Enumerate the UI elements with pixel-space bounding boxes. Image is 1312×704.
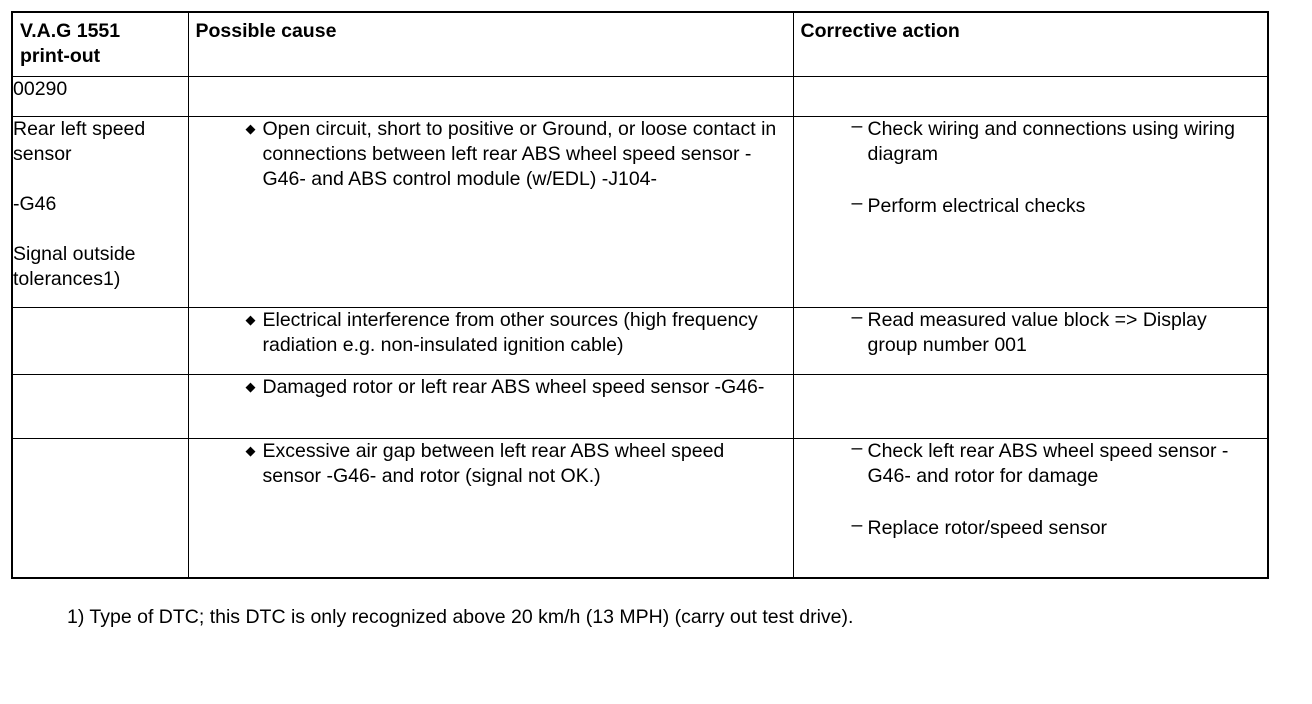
fault-line: sensor bbox=[13, 142, 72, 165]
cause-item bbox=[189, 117, 793, 192]
dash-bullet-icon: – bbox=[851, 513, 863, 536]
cause-cell bbox=[188, 374, 793, 438]
diamond-bullet-icon: ◆ bbox=[245, 120, 256, 136]
action-text: Check wiring and connections using wiring diagram bbox=[867, 117, 1235, 165]
table-row bbox=[12, 374, 1268, 438]
cause-text: Electrical interference from other sources (high frequency radiation e.g. non-insulated ignition cable) bbox=[262, 308, 758, 356]
header-row bbox=[12, 12, 1268, 76]
header-corrective-action: Corrective action bbox=[793, 12, 1268, 76]
diamond-bullet-icon: ◆ bbox=[245, 311, 256, 327]
action-text: Check left rear ABS wheel speed sensor -G46- and rotor for damage bbox=[867, 439, 1229, 487]
diamond-bullet-icon: ◆ bbox=[245, 442, 256, 458]
action-item bbox=[794, 513, 1268, 541]
action-cell bbox=[793, 438, 1268, 578]
action-cell bbox=[793, 307, 1268, 374]
cause-text: Excessive air gap between left rear ABS wheel speed sensor -G46- and rotor (signal not OK.) bbox=[262, 439, 725, 487]
table-row bbox=[12, 307, 1268, 374]
header-printout-line2: print-out bbox=[20, 45, 101, 67]
dash-bullet-icon: – bbox=[851, 191, 863, 214]
action-cell bbox=[793, 116, 1268, 307]
fault-code: 00290 bbox=[12, 76, 188, 116]
code-row bbox=[12, 76, 1268, 116]
action-text: Read measured value block => Display group number 001 bbox=[867, 308, 1207, 356]
diamond-bullet-icon: ◆ bbox=[245, 378, 256, 394]
footnote: 1) Type of DTC; this DTC is only recognized above 20 km/h (13 MPH) (carry out test drive). bbox=[67, 606, 854, 628]
table-row bbox=[12, 438, 1268, 578]
cause-item bbox=[189, 375, 793, 400]
dash-bullet-icon: – bbox=[851, 305, 863, 328]
empty-cell bbox=[793, 374, 1268, 438]
action-item bbox=[794, 436, 1268, 489]
cause-cell bbox=[188, 116, 793, 307]
fault-description bbox=[12, 116, 188, 307]
empty-cell bbox=[12, 438, 188, 578]
dtc-table bbox=[11, 11, 1269, 579]
cause-cell bbox=[188, 438, 793, 578]
table-row bbox=[12, 116, 1268, 307]
header-printout-line1: V.A.G 1551 bbox=[20, 20, 121, 42]
action-item bbox=[794, 191, 1268, 219]
action-item bbox=[794, 114, 1268, 167]
cause-cell bbox=[188, 307, 793, 374]
fault-status: Signal outside bbox=[13, 242, 136, 265]
cause-item bbox=[189, 439, 793, 489]
header-printout bbox=[12, 12, 188, 76]
empty-cell bbox=[12, 307, 188, 374]
empty-cell bbox=[12, 374, 188, 438]
cause-text: Damaged rotor or left rear ABS wheel speed sensor -G46- bbox=[262, 375, 765, 398]
empty-cell bbox=[188, 76, 793, 116]
dash-bullet-icon: – bbox=[851, 436, 863, 459]
fault-component: -G46 bbox=[13, 192, 57, 215]
empty-cell bbox=[793, 76, 1268, 116]
fault-status: tolerances1) bbox=[13, 267, 121, 290]
action-item bbox=[794, 305, 1268, 358]
action-text: Perform electrical checks bbox=[867, 194, 1086, 217]
dash-bullet-icon: – bbox=[851, 114, 863, 137]
fault-line: Rear left speed bbox=[13, 117, 146, 140]
cause-item bbox=[189, 308, 793, 358]
cause-text: Open circuit, short to positive or Ground, or loose contact in connections between left rear ABS wheel speed sensor -G46- and ABS control module (w/EDL) -J104- bbox=[262, 117, 777, 190]
header-possible-cause: Possible cause bbox=[188, 12, 793, 76]
action-text: Replace rotor/speed sensor bbox=[867, 516, 1108, 539]
